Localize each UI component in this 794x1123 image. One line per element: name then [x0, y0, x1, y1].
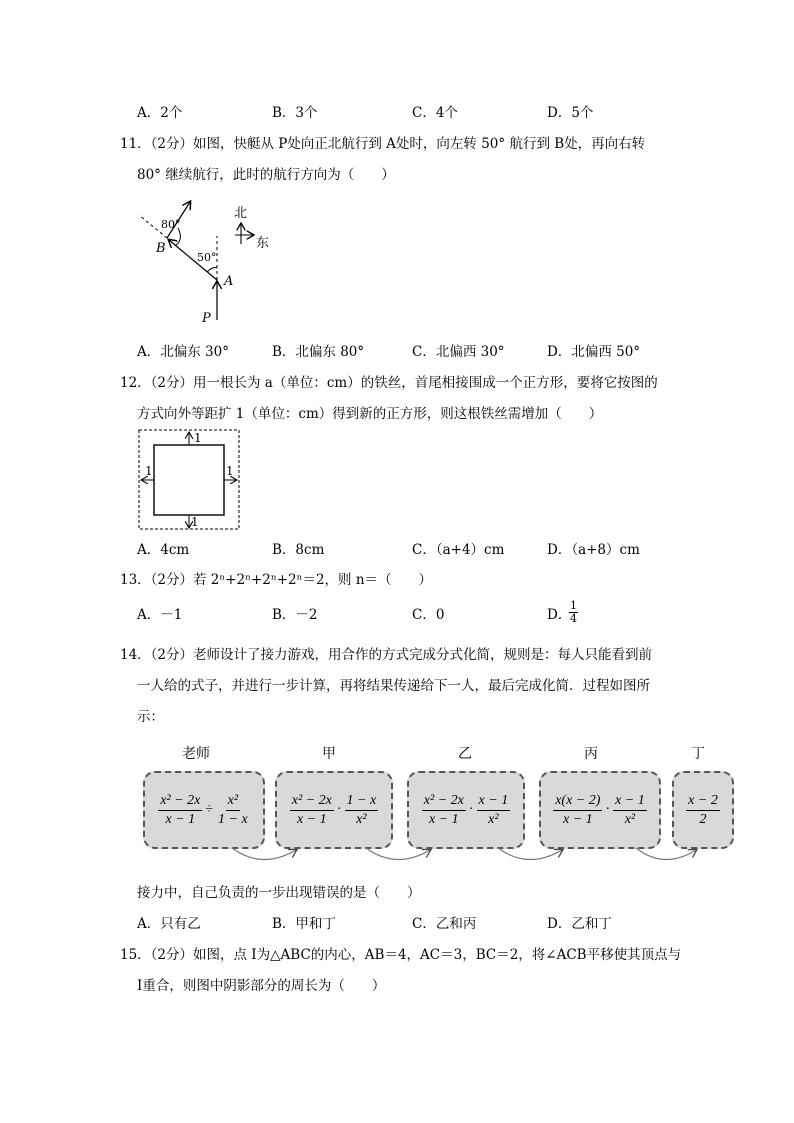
- q13-option-c: C．0: [412, 607, 445, 623]
- q14-option-b: B．甲和丁: [272, 916, 336, 932]
- relay-arrow-4: [636, 848, 696, 860]
- q13-option-d-label: D．: [547, 607, 572, 623]
- compass-north-label: 北: [234, 206, 248, 221]
- angle-50-label: 50°: [197, 251, 217, 264]
- q13-option-b: B．－2: [272, 607, 318, 623]
- relay-box-bing: [539, 771, 661, 849]
- angle-80-label: 80°: [161, 218, 181, 231]
- box1-den2: x²: [356, 811, 367, 827]
- q11-figure: [135, 198, 285, 328]
- q14-option-a: A．只有乙: [137, 916, 201, 932]
- point-b-label: B: [156, 241, 166, 256]
- q11-option-d: D．北偏西 50°: [547, 344, 641, 360]
- q14-question: 接力中，自己负责的一步出现错误的是（ ）: [137, 885, 421, 901]
- point-p-label: P: [202, 311, 211, 326]
- q13-option-a: A．－1: [137, 607, 183, 623]
- fraction-denominator: 4: [570, 612, 577, 625]
- box3-den2: x²: [624, 811, 636, 827]
- q11-option-a: A．北偏东 30°: [137, 344, 229, 360]
- q10-option-d: D．5个: [547, 105, 594, 121]
- box0-num1: x² − 2x: [158, 793, 202, 811]
- q10-option-a: A．2个: [137, 105, 183, 121]
- relay-arrow-3: [498, 848, 562, 860]
- q12-option-d: D．（a+8）cm: [547, 542, 640, 558]
- q11-option-c: C．北偏西 30°: [412, 344, 505, 360]
- box0-operator: ÷: [205, 802, 214, 817]
- q12-option-a: A．4cm: [137, 542, 190, 558]
- role-teacher: 老师: [182, 746, 210, 762]
- role-ding: 丁: [691, 746, 705, 762]
- box1-num1: x² − 2x: [290, 793, 334, 811]
- right-distance-label: 1: [226, 464, 234, 478]
- box0-den1: x − 1: [165, 811, 196, 827]
- role-jia: 甲: [322, 746, 336, 762]
- box2-operator: ·: [468, 802, 474, 817]
- fraction-numerator: 1: [570, 599, 577, 612]
- box2-num2: x − 1: [477, 793, 511, 811]
- relay-arrows: [0, 840, 794, 870]
- q12-stem-line2: 方式向外等距扩 1（单位：cm）得到新的正方形，则这根铁丝需增加（ ）: [137, 406, 603, 422]
- box3-num1: x(x − 2): [553, 793, 602, 811]
- q14-option-c: C．乙和丙: [412, 916, 477, 932]
- relay-box-teacher: [143, 771, 265, 849]
- q13-stem: 13．（2分）若 2ⁿ+2ⁿ+2ⁿ+2ⁿ＝2，则 n＝（ ）: [120, 572, 433, 588]
- box2-num1: x² − 2x: [422, 793, 466, 811]
- box0-den2: 1 − x: [218, 811, 248, 827]
- box1-den1: x − 1: [296, 811, 327, 827]
- compass-east-label: 东: [256, 236, 270, 251]
- q11-stem-line2: 80° 继续航行，此时的航行方向为（ ）: [137, 167, 395, 183]
- box3-operator: ·: [605, 802, 611, 817]
- q12-stem-line1: 12．（2分）用一根长为 a（单位：cm）的铁丝，首尾相接围成一个正方形，要将它按图的: [120, 375, 658, 391]
- relay-box-yi: [407, 771, 525, 849]
- box1-operator: ·: [336, 802, 342, 817]
- q13-option-d-fraction: [569, 600, 578, 625]
- q12-option-c: C．（a+4）cm: [412, 542, 505, 558]
- q14-stem-line1: 14．（2分）老师设计了接力游戏，用合作的方式完成分式化简，规则是：每人只能看到前: [120, 647, 653, 663]
- role-yi: 乙: [458, 746, 472, 762]
- left-distance-label: 1: [145, 464, 153, 478]
- box0-num2: x²: [226, 793, 240, 811]
- q11-option-b: B．北偏东 80°: [272, 344, 365, 360]
- relay-box-jia: [275, 771, 393, 849]
- q11-stem-line1: 11．（2分）如图，快艇从 P处向正北航行到 A处时，向左转 50° 航行到 B处，再向右转: [120, 136, 646, 152]
- angle-arc-a: [207, 268, 217, 273]
- q12-figure: [137, 428, 241, 531]
- box3-den1: x − 1: [562, 811, 593, 827]
- box3-num2: x − 1: [613, 793, 647, 811]
- box2-den2: x²: [488, 811, 499, 827]
- point-a-label: A: [224, 274, 234, 289]
- relay-arrow-1: [232, 848, 296, 860]
- relay-arrow-2: [366, 848, 430, 860]
- q12-option-b: B．8cm: [272, 542, 325, 558]
- q10-option-b: B．3个: [272, 105, 318, 121]
- inner-square: [154, 445, 224, 515]
- bottom-distance-label: 1: [191, 515, 199, 529]
- top-distance-label: 1: [194, 431, 202, 445]
- box1-num2: 1 − x: [345, 793, 379, 811]
- q14-option-d: D．乙和丁: [547, 916, 612, 932]
- q14-stem-line3: 示：: [137, 709, 164, 725]
- relay-box-ding: [672, 771, 734, 849]
- box4-den1: 2: [699, 811, 707, 827]
- q15-stem-line2: I重合，则图中阴影部分的周长为（ ）: [137, 978, 386, 994]
- q15-stem-line1: 15．（2分）如图，点 I为△ABC的内心，AB＝4，AC＝3，BC＝2，将∠ACB平移使其顶点与: [120, 947, 682, 963]
- box4-num1: x − 2: [686, 793, 720, 811]
- box2-den1: x − 1: [428, 811, 459, 827]
- q13-option-d: [547, 606, 571, 624]
- q10-option-c: C．4个: [412, 105, 458, 121]
- role-bing: 丙: [584, 746, 598, 762]
- q14-stem-line2: 一人给的式子，并进行一步计算，再将结果传递给下一人，最后完成化简．过程如图所: [137, 678, 650, 694]
